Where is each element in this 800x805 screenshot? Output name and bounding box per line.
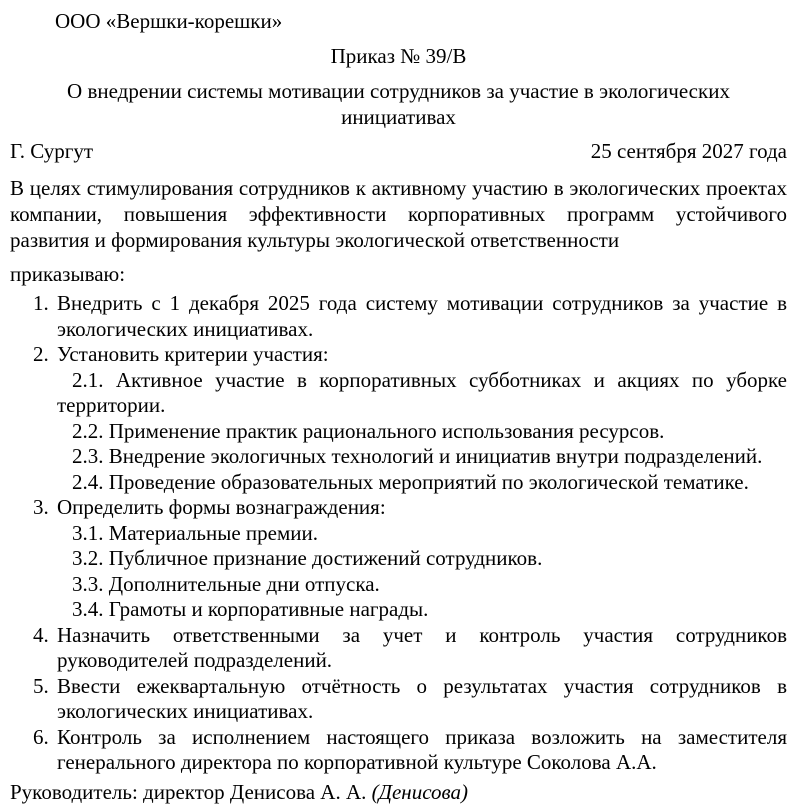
- signature-line: [10, 779, 787, 805]
- item-text: Установить критерии участия:: [57, 342, 329, 366]
- order-subject: О внедрении системы мотивации сотрудников за участие в экологических инициативах: [67, 79, 730, 129]
- city-label: Г. Сургут: [10, 139, 94, 163]
- item-number: 5.: [33, 673, 49, 698]
- signature-role-text: Руководитель: директор Денисова А. А.: [10, 779, 367, 804]
- item-number: 2.: [33, 342, 49, 366]
- item-text: Внедрить с 1 декабря 2025 года систему мотивации сотрудников за участие в экологических инициативах.: [57, 291, 787, 341]
- order-item-4: [10, 623, 787, 674]
- order-item-5: [10, 674, 787, 725]
- sub-item-2-1: 2.1. Активное участие в корпоративных субботниках и акциях по уборке территории.: [57, 367, 787, 417]
- sub-item-3-2: 3.2. Публичное признание достижений сотрудников.: [72, 546, 543, 570]
- item-number: 4.: [33, 622, 49, 647]
- preamble-paragraph: В целях стимулирования сотрудников к активному участию в экологических проектах компании, повышения эффективности корпоративных программ устойчивого развития и формирования культуры экологической ответственности: [10, 176, 787, 252]
- sub-item-2-3: 2.3. Внедрение экологичных технологий и инициатив внутри подразделений.: [72, 444, 763, 468]
- order-item-3: [10, 495, 787, 623]
- item-number: 6.: [33, 724, 49, 749]
- item-number: 1.: [33, 291, 49, 315]
- sub-item-3-4: 3.4. Грамоты и корпоративные награды.: [72, 597, 429, 621]
- company-name: ООО «Вершки-корешки»: [55, 9, 283, 33]
- item-text: Ввести ежеквартальную отчётность о результатах участия сотрудников в экологических инициативах.: [57, 673, 787, 723]
- sub-item-2-2: 2.2. Применение практик рационального использования ресурсов.: [72, 418, 665, 443]
- order-items-list: [10, 291, 787, 776]
- place-date-row: [10, 138, 787, 164]
- order-item-6: [10, 725, 787, 776]
- sub-item-2-4: 2.4. Проведение образовательных мероприятий по экологической тематике.: [72, 469, 749, 494]
- item-text: Назначить ответственными за учет и контроль участия сотрудников руководителей подразделений.: [57, 622, 787, 672]
- item-text: Контроль за исполнением настоящего приказа возложить на заместителя генерального директора по корпоративной культуре Соколова А.А.: [57, 724, 787, 774]
- resolve-word: приказываю:: [10, 262, 126, 286]
- date-label: 25 сентября 2027 года: [590, 139, 787, 163]
- order-number-title: Приказ № 39/В: [330, 44, 467, 68]
- signature-name-italic: (Денисова): [371, 779, 468, 804]
- item-number: 3.: [33, 495, 49, 519]
- order-item-2: [10, 342, 787, 495]
- sub-item-3-3: 3.3. Дополнительные дни отпуска.: [72, 571, 380, 596]
- item-text: Определить формы вознаграждения:: [57, 495, 386, 519]
- sub-item-3-1: 3.1. Материальные премии.: [72, 520, 318, 545]
- order-item-1: [10, 291, 787, 342]
